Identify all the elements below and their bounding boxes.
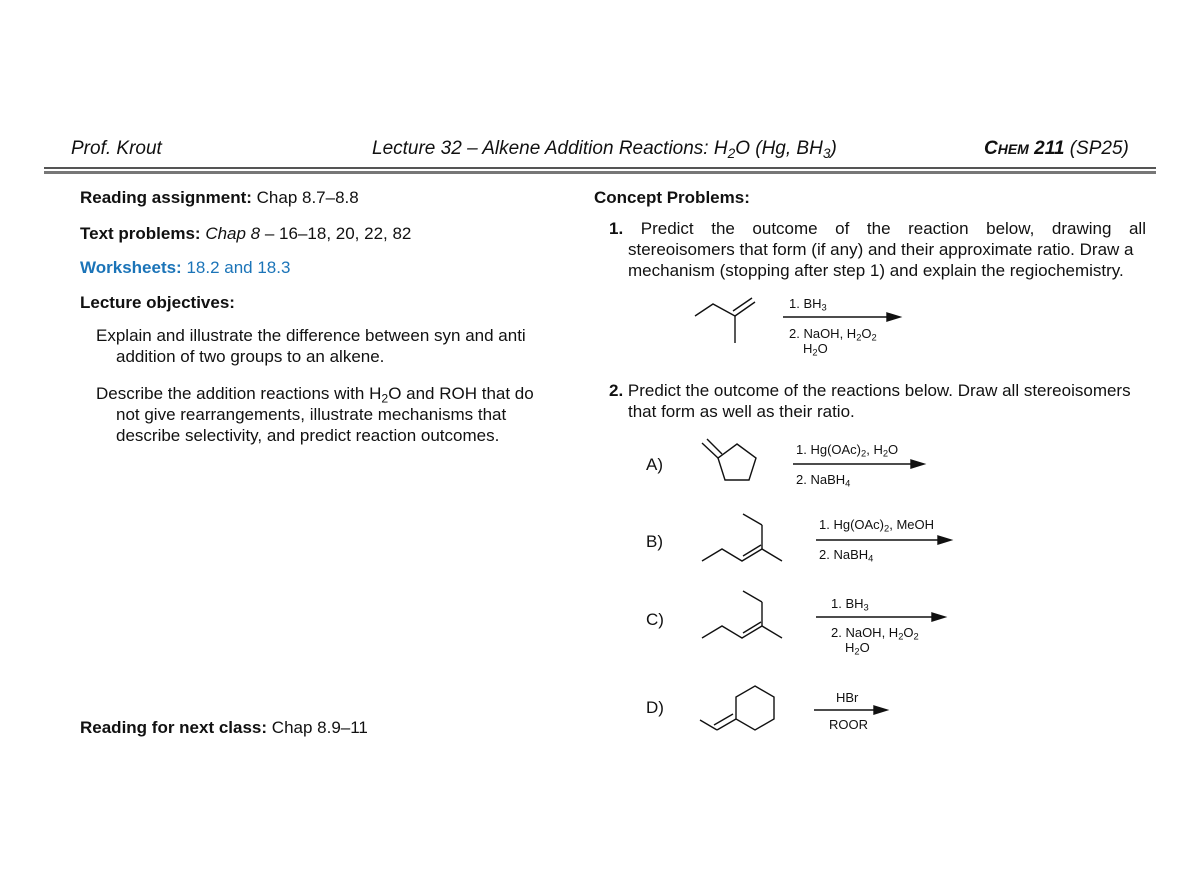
reagent-c-step2: 2. NaOH, $H_2O_2$ $H_2O$ xyxy=(831,625,919,657)
concept-problems-heading: Concept Problems: xyxy=(594,188,750,207)
reagent-a-step1: 1. $Hg(OAc)_2$, $H_2O$ xyxy=(796,442,899,459)
worksheets-link[interactable]: Worksheets: 18.2 and 18.3 xyxy=(80,258,291,277)
alkene-structure-c xyxy=(700,592,790,647)
header-rule xyxy=(44,167,1156,169)
header-lecture-title: Lecture 32 – Alkene Addition Reactions: $H_2O$ (Hg, $BH_3$) xyxy=(372,138,837,161)
alkene-structure-b xyxy=(700,513,790,568)
lecture-objectives-heading: Lecture objectives: xyxy=(80,293,235,312)
methylenecyclopentane-structure xyxy=(698,433,768,488)
reaction-arrow-a xyxy=(793,459,928,469)
header-course: CHEM 211 (SP25) xyxy=(984,138,1129,159)
label-a: A) xyxy=(646,455,663,474)
objective-1: Explain and illustrate the difference between syn and anti addition of two groups to an alkene. xyxy=(96,326,526,366)
reagent-1-step1: 1. $BH_3$ xyxy=(789,296,827,313)
reagent-c-step1: 1. $BH_3$ xyxy=(831,596,869,613)
reagent-b-step2: 2. NaBH$_4$ xyxy=(819,547,874,564)
header-rule-thick xyxy=(44,171,1156,174)
label-c: C) xyxy=(646,610,664,629)
header-author: Prof. Krout xyxy=(71,138,162,159)
reaction-arrow-1 xyxy=(783,312,903,322)
problem-2: 2. Predict the outcome of the reactions below. Draw all stereoisomers that form as well as their ratio. xyxy=(609,381,1131,421)
reagent-a-step2: 2. NaBH$_4$ xyxy=(796,472,851,489)
ethylidenecyclohexane-structure xyxy=(696,682,806,737)
reaction-arrow-d xyxy=(814,705,894,715)
reagent-b-step1: 1. $Hg(OAc)_2$, MeOH xyxy=(819,517,935,534)
text-problems: Text problems: Chap 8 – 16–18, 20, 22, 82 xyxy=(80,224,412,243)
reading-assignment: Reading assignment: Chap 8.7–8.8 xyxy=(80,188,359,207)
reading-next-class: Reading for next class: Chap 8.9–11 xyxy=(80,718,368,737)
reaction-arrow-c xyxy=(816,612,951,622)
label-d: D) xyxy=(646,698,664,717)
reaction-arrow-b xyxy=(816,535,956,545)
objective-2: Describe the addition reactions with $H_2O$ and ROH that do not give rearrangements, illustrate mechanisms that describe selectivity, and predict reaction outcomes. xyxy=(96,384,534,445)
label-b: B) xyxy=(646,532,663,551)
reagent-1-step2: 2. NaOH, $H_2O_2$ $H_2O$ xyxy=(789,326,877,358)
reagent-d-top: HBr xyxy=(836,690,859,705)
reagent-d-bottom: ROOR xyxy=(829,717,868,732)
alkene-structure-1 xyxy=(690,296,750,348)
problem-1: 1. Predict the outcome of the reaction below, drawing all stereoisomers that form (if any) and their approximate ratio. Draw a mechanism (stopping after step 1) and explain the regiochemistry. xyxy=(609,219,1146,280)
